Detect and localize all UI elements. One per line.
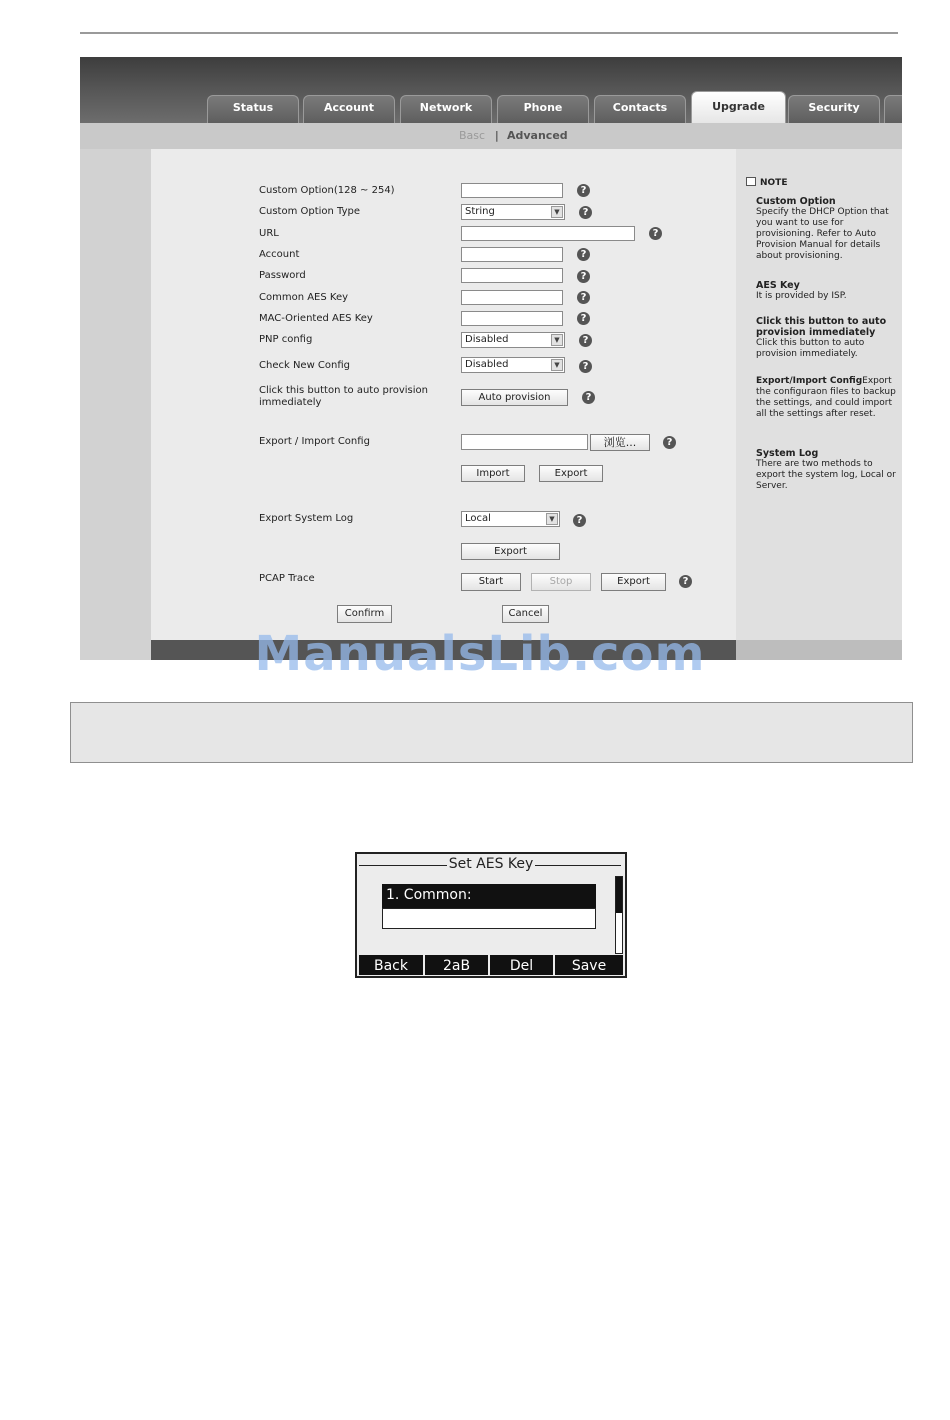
- mac-aes-key-input[interactable]: [461, 311, 563, 326]
- softkey-del[interactable]: Del: [509, 958, 534, 974]
- chevron-down-icon: ▼: [551, 206, 563, 218]
- note-custom-option: [756, 196, 902, 262]
- softkey-save[interactable]: Save: [571, 958, 607, 974]
- softkey-back[interactable]: Back: [374, 958, 408, 974]
- sub-navigation: [80, 123, 902, 149]
- tab-security[interactable]: Security: [788, 95, 880, 123]
- password-label: Password: [259, 270, 306, 281]
- auto-provision-label: Click this button to auto provision immediately: [259, 385, 428, 408]
- note-title: AES Key: [756, 280, 800, 291]
- note-text: Export the configuraon files to backup the settings, and could import all the settings after reset.: [756, 376, 896, 419]
- note-heading: [746, 177, 787, 188]
- password-input[interactable]: [461, 268, 563, 283]
- chevron-down-icon: ▼: [546, 513, 558, 525]
- url-label: URL: [259, 228, 279, 239]
- help-icon[interactable]: ?: [577, 312, 590, 325]
- softkey-2ab[interactable]: 2aB: [442, 958, 471, 974]
- help-icon[interactable]: ?: [579, 334, 592, 347]
- help-icon[interactable]: ?: [577, 270, 590, 283]
- softkey-bar: [359, 955, 623, 975]
- web-ui-screenshot: [80, 57, 902, 660]
- help-icon[interactable]: ?: [577, 248, 590, 261]
- note-title: Click this button to auto provision immediately: [756, 316, 887, 338]
- help-icon[interactable]: ?: [573, 514, 586, 527]
- cancel-button[interactable]: Cancel: [502, 605, 549, 623]
- note-box: [70, 702, 913, 763]
- url-input[interactable]: [461, 226, 635, 241]
- help-icon[interactable]: ?: [649, 227, 662, 240]
- scrollbar-thumb[interactable]: [616, 877, 622, 913]
- chevron-down-icon: ▼: [551, 359, 563, 371]
- pnp-config-value: Disabled: [465, 334, 509, 345]
- tab-upgrade[interactable]: Upgrade: [691, 91, 786, 123]
- tab-contacts[interactable]: Contacts: [594, 95, 686, 123]
- check-new-config-value: Disabled: [465, 359, 509, 370]
- notes-panel: [736, 149, 902, 640]
- tab-overflow[interactable]: [884, 95, 902, 123]
- lcd-title: [357, 856, 625, 872]
- pcap-export-button[interactable]: Export: [601, 573, 666, 591]
- note-export-import: [756, 376, 902, 420]
- note-text: Specify the DHCP Option that you want to use for provisioning. Refer to Auto Provision Manual for details about provisioning.: [756, 207, 889, 261]
- system-log-value: Local: [465, 513, 491, 524]
- note-heading-text: NOTE: [760, 178, 788, 188]
- lcd-title-text: Set AES Key: [448, 856, 534, 872]
- page-top-rule: [80, 32, 898, 34]
- web-header: [80, 57, 902, 123]
- phone-lcd-screen: [355, 852, 627, 978]
- help-icon[interactable]: ?: [579, 206, 592, 219]
- export-import-config-label: Export / Import Config: [259, 436, 370, 447]
- watermark: ManualsLib.com: [254, 626, 706, 682]
- custom-option-input[interactable]: [461, 183, 563, 198]
- pnp-config-label: PNP config: [259, 334, 313, 345]
- tab-status[interactable]: Status: [207, 95, 299, 123]
- tab-account[interactable]: Account: [303, 95, 395, 123]
- export-log-button[interactable]: Export: [461, 543, 560, 560]
- subnav-basic[interactable]: Basc: [459, 129, 486, 142]
- left-sidebar: [80, 149, 151, 660]
- lcd-scrollbar[interactable]: [615, 876, 623, 954]
- subnav-separator: |: [495, 129, 499, 142]
- browse-button[interactable]: 浏览...: [590, 434, 650, 451]
- auto-provision-button[interactable]: Auto provision: [461, 389, 568, 406]
- account-input[interactable]: [461, 247, 563, 262]
- chevron-down-icon: ▼: [551, 334, 563, 346]
- config-file-input[interactable]: [461, 434, 588, 450]
- lcd-selected-item[interactable]: 1. Common:: [382, 884, 596, 908]
- subnav-advanced[interactable]: Advanced: [507, 129, 568, 142]
- note-title: Export/Import Config: [756, 376, 863, 386]
- note-text: Click this button to auto provision immediately.: [756, 338, 865, 359]
- upgrade-form: [151, 149, 736, 640]
- export-config-button[interactable]: Export: [539, 465, 603, 482]
- pcap-stop-button[interactable]: Stop: [531, 573, 591, 591]
- help-icon[interactable]: ?: [577, 291, 590, 304]
- mac-aes-key-label: MAC-Oriented AES Key: [259, 313, 373, 324]
- custom-option-type-label: Custom Option Type: [259, 206, 361, 217]
- note-system-log: [756, 448, 902, 492]
- footer-bar-right: [736, 640, 902, 660]
- system-log-select[interactable]: [461, 511, 560, 527]
- help-icon[interactable]: ?: [582, 391, 595, 404]
- note-title: Custom Option: [756, 196, 836, 207]
- check-new-config-select[interactable]: [461, 357, 565, 373]
- help-icon[interactable]: ?: [663, 436, 676, 449]
- help-icon[interactable]: ?: [679, 575, 692, 588]
- note-title: System Log: [756, 448, 819, 459]
- pnp-config-select[interactable]: [461, 332, 565, 348]
- account-label: Account: [259, 249, 300, 260]
- note-icon: [746, 177, 756, 186]
- help-icon[interactable]: ?: [579, 360, 592, 373]
- note-text: There are two methods to export the system log, Local or Server.: [756, 459, 896, 491]
- check-new-config-label: Check New Config: [259, 360, 351, 371]
- pcap-trace-label: PCAP Trace: [259, 573, 315, 584]
- custom-option-type-value: String: [465, 206, 495, 217]
- help-icon[interactable]: ?: [577, 184, 590, 197]
- lcd-input-field[interactable]: [382, 908, 596, 929]
- tab-network[interactable]: Network: [400, 95, 492, 123]
- note-text: It is provided by ISP.: [756, 291, 847, 301]
- tab-phone[interactable]: Phone: [497, 95, 589, 123]
- confirm-button[interactable]: Confirm: [337, 605, 392, 623]
- export-system-log-label: Export System Log: [259, 513, 354, 524]
- note-auto-provision: [756, 316, 902, 360]
- custom-option-label: Custom Option(128 ~ 254): [259, 185, 395, 196]
- custom-option-type-select[interactable]: [461, 204, 565, 220]
- note-aes-key: [756, 280, 902, 302]
- common-aes-key-input[interactable]: [461, 290, 563, 305]
- import-button[interactable]: Import: [461, 465, 525, 482]
- pcap-start-button[interactable]: Start: [461, 573, 521, 591]
- common-aes-key-label: Common AES Key: [259, 292, 349, 303]
